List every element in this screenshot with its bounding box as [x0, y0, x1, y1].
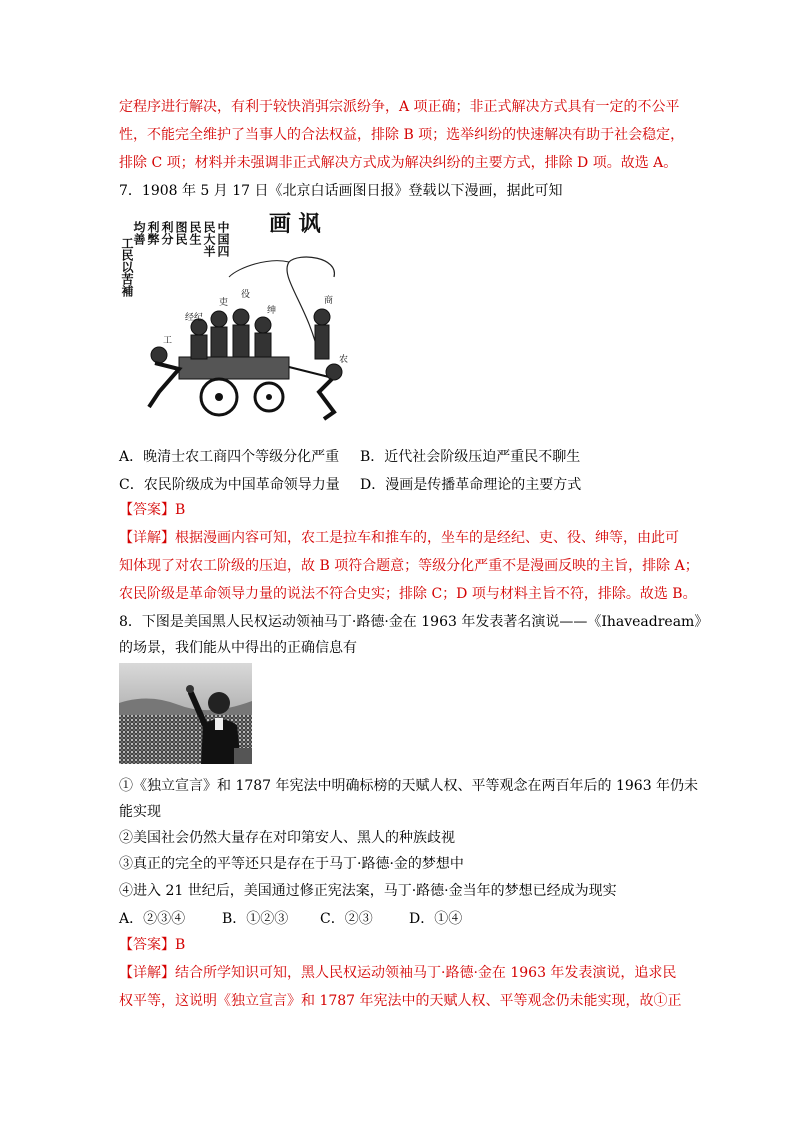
q8-statement-1b: 能实现 [119, 804, 161, 820]
q7-stem: 7．1908 年 5 月 17 日《北京白话画图日报》登载以下漫画，据此可知 [119, 183, 563, 199]
cartoon-label-gentry: 绅 [267, 306, 277, 316]
cartoon-col-3: 民生 [188, 221, 202, 245]
cartoon-label-worker: 工 [163, 336, 173, 346]
cartoon-col-5: 利分 [160, 221, 174, 245]
q7-detail-text-1: 根据漫画内容可知，农工是拉车和推车的，坐车的是经纪、吏、役、绅等，由此可 [175, 530, 679, 546]
cartoon-label-runner: 役 [241, 290, 251, 300]
q8-statement-3: ③真正的完全的平等还只是存在于马丁·路德·金的梦想中 [119, 856, 464, 872]
q8-statement-1a: ①《独立宣言》和 1787 年宪法中明确标榜的天赋人权、平等观念在两百年后的 1963 年仍未 [119, 778, 699, 794]
prev-answer-line-2: 性，不能完全维护了当事人的合法权益，排除 B 项；选举纠纷的快速解决有助于社会稳定， [119, 127, 685, 143]
q7-detail-line-3: 农民阶级是革命领导力量的说法不符合史实；排除 C；D 项与材料主旨不符，排除。故选 B。 [119, 586, 697, 602]
q8-answer [119, 935, 185, 955]
q8-option-c: C．②③ [320, 911, 373, 927]
q8-option-a: A．②③④ [119, 911, 186, 927]
q7-option-d: D．漫画是传播革命理论的主要方式 [360, 477, 582, 493]
q8-statement-4: ④进入 21 世纪后，美国通过修正宪法案，马丁·路德·金当年的梦想已经成为现实 [119, 883, 617, 899]
q8-detail-text-1: 结合所学知识可知，黑人民权运动领袖马丁·路德·金在 1963 年发表演说，追求民 [175, 965, 677, 981]
cartoon-col-4: 图民 [174, 221, 188, 245]
q8-stem-line-2: 的场景，我们能从中得出的正确信息有 [119, 640, 357, 656]
q8-option-b: B．①②③ [222, 911, 289, 927]
q7-detail-line-1 [119, 528, 679, 548]
q8-stem-line-1: 8．下图是美国黑人民权运动领袖马丁·路德·金在 1963 年发表著名演说——《Ihaveadream》 [119, 614, 709, 630]
q7-cartoon-image [119, 207, 353, 430]
cartoon-col-2: 民大半 [202, 221, 216, 257]
q8-detail-tag: 【详解】 [119, 965, 175, 981]
prev-answer-line-1: 定程序进行解决，有利于较快消弭宗派纷争，A 项正确；非正式解决方式具有一定的不公平 [119, 99, 680, 115]
prev-answer-line-3: 排除 C 项；材料并未强调非正式解决方式成为解决纠纷的主要方式，排除 D 项。故选 A。 [119, 155, 678, 171]
cartoon-col-7: 均善 [132, 221, 146, 245]
cartoon-label-broker: 经纪 [185, 313, 204, 323]
cartoon-col-6: 利弊 [146, 221, 160, 245]
cartoon-side-text: 工民以苦補 [120, 237, 134, 297]
q7-detail-line-2: 知体现了对农工阶级的压迫，故 B 项符合题意；等级分化严重不是漫画反映的主旨，排除 A； [119, 558, 699, 574]
q8-speech-photo [119, 663, 252, 764]
q7-answer [119, 500, 185, 520]
q7-option-c: C．农民阶级成为中国革命领导力量 [119, 477, 340, 493]
cartoon-col-1: 中国四 [216, 221, 230, 257]
cartoon-label-farmer: 农 [339, 355, 349, 365]
q8-option-d: D．①④ [409, 911, 463, 927]
cartoon-label-merchant: 商 [324, 296, 334, 306]
q7-answer-tag: 【答案】 [119, 502, 175, 518]
q7-option-a: A．晚清士农工商四个等级分化严重 [119, 449, 340, 465]
q8-answer-tag: 【答案】 [119, 937, 175, 953]
q7-answer-value: B [175, 502, 186, 518]
cartoon-label-clerk: 吏 [219, 298, 229, 308]
cartoon-title: 画 讽 [269, 211, 321, 237]
q8-detail-line-2: 权平等，这说明《独立宣言》和 1787 年宪法中的天赋人权、平等观念仍未能实现，故①正 [119, 993, 682, 1009]
q8-detail-line-1 [119, 963, 676, 983]
q8-answer-value: B [175, 937, 186, 953]
q8-statement-2: ②美国社会仍然大量存在对印第安人、黑人的种族歧视 [119, 830, 455, 846]
q7-detail-tag: 【详解】 [119, 530, 175, 546]
q7-option-b: B．近代社会阶级压迫严重民不聊生 [360, 449, 581, 465]
